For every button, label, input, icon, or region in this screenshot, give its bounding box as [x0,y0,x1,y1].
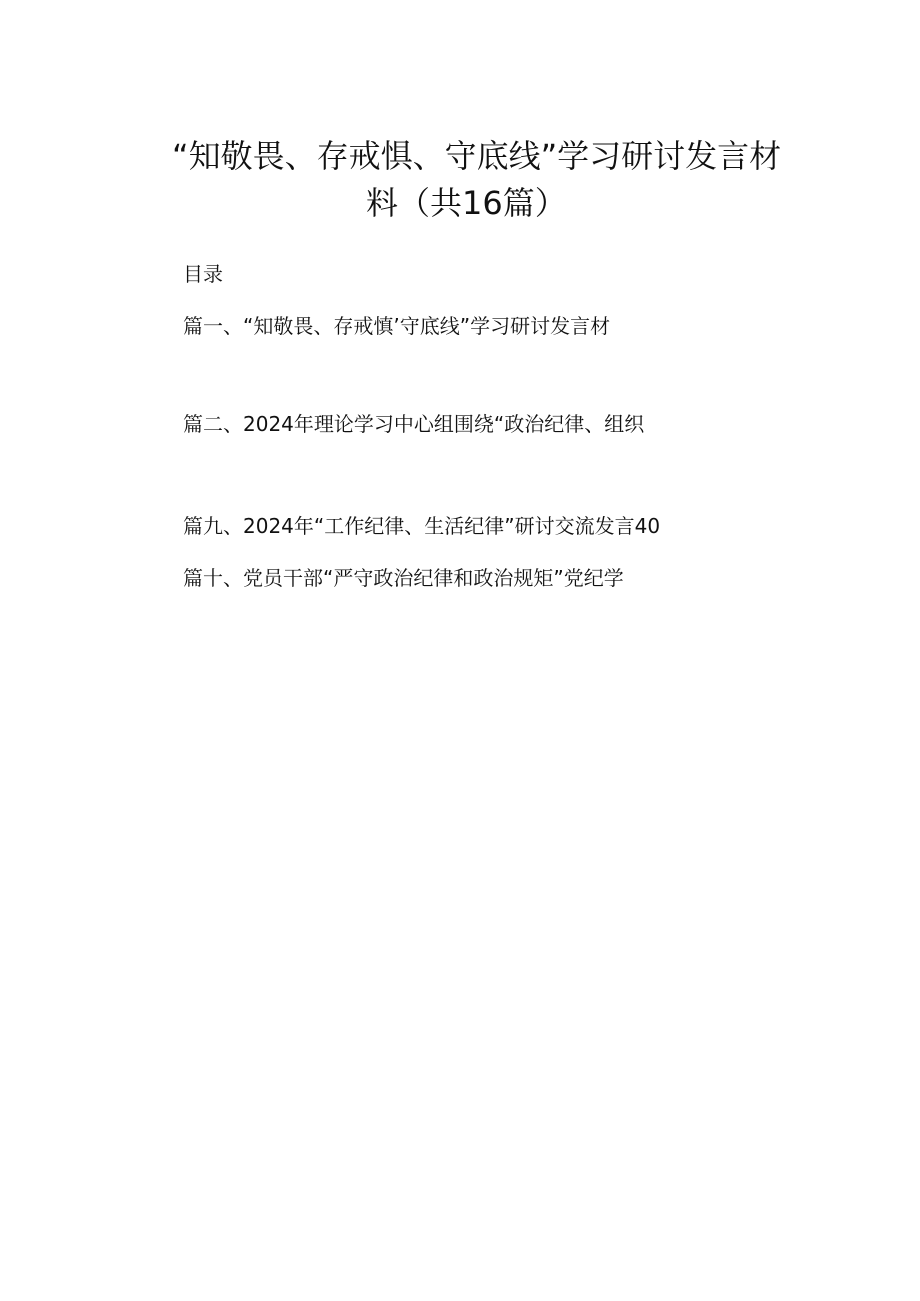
toc-item[interactable]: 篇十、党员干部“严守政治纪律和政治规矩”党纪学 [183,566,624,590]
document-title-line-2: 料（共16篇） [366,184,567,222]
toc-item[interactable]: 篇一、“知敬畏、存戒慎’守底线”学习研讨发言材 [183,314,611,338]
toc-item[interactable]: 篇二、2024年理论学习中心组围绕“政治纪律、组织 [183,412,645,436]
document-title-line-1: “知敬畏、存戒惧、守底线”学习研讨发言材 [172,137,782,175]
toc-heading: 目录 [183,262,223,286]
toc-item[interactable]: 篇九、2024年“工作纪律、生活纪律”研讨交流发言40 [183,514,661,538]
